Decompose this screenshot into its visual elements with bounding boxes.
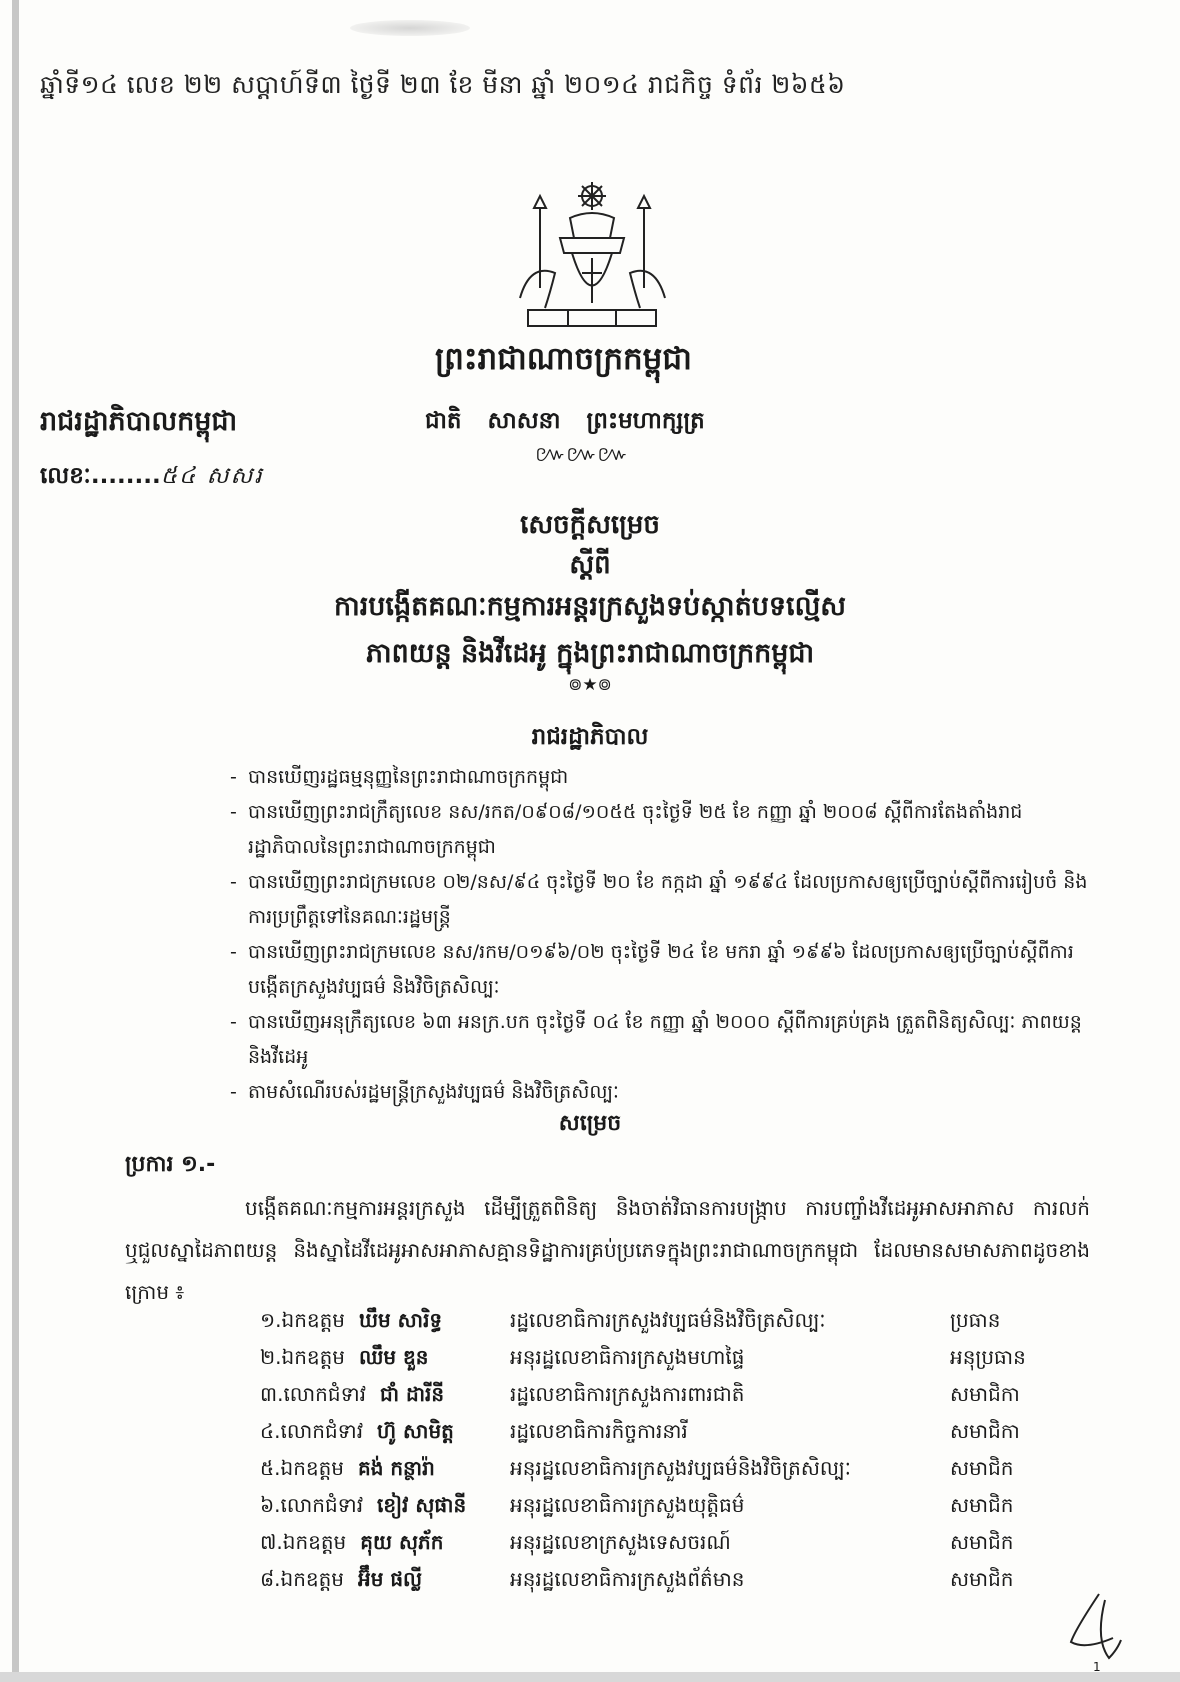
table-row	[260, 1303, 1100, 1340]
legal-basis-item: - បានឃើញព្រះរាជក្រឹត្យលេខ នស/រកត/០៩០៨/១០៥៥ ចុះថ្ងៃទី ២៥ ខែ កញ្ញា ឆ្នាំ ២០០៨ ស្តីពីការតែងតាំងរាជរដ្ឋាភិបាលនៃព្រះរាជាណាចក្រកម្ពុជា	[230, 795, 1090, 865]
decision-title: សេចក្តីសម្រេច	[520, 510, 660, 540]
table-row	[260, 1451, 1100, 1488]
member-role: សមាជិក	[950, 1455, 1014, 1480]
legal-basis-item: - បានឃើញព្រះរាជក្រមលេខ នស/រកម/០១៩៦/០២ ចុះថ្ងៃទី ២៤ ខែ មករា ឆ្នាំ ១៩៩៦ ដែលប្រកាសឲ្យប្រើច្បាប់ស្តីពីការបង្កើតក្រសួងវប្បធម៌ និងវិចិត្រសិល្បៈ	[230, 935, 1090, 1005]
table-row	[260, 1488, 1100, 1525]
member-name: ៤.លោកជំទាវ ហ៊ូ សាមិត្ត	[260, 1418, 454, 1443]
member-name: ២.ឯកឧត្តម ឈឹម ឌួន	[260, 1344, 429, 1369]
member-name: ៧.ឯកឧត្តម គុយ សុភ័ក	[260, 1529, 444, 1554]
member-name: ៣.លោកជំទាវ ជាំ ដារីនី	[260, 1381, 445, 1406]
member-role: សមាជិកា	[950, 1418, 1020, 1443]
article-1-label: ប្រការ ១.-	[125, 1152, 216, 1177]
motto-ornament: ៚៚៚	[535, 442, 629, 467]
decide-heading: សម្រេច	[558, 1111, 622, 1136]
royal-coat-of-arms-icon	[510, 178, 675, 338]
member-position: រដ្ឋលេខាធិការក្រសួងការពារជាតិ	[510, 1381, 745, 1406]
member-position: អនុរដ្ឋលេខាធិការក្រសួងយុត្តិធម៌	[510, 1492, 745, 1517]
member-position: អនុរដ្ឋលេខាធិការក្រសួងវប្បធម៌និងវិចិត្រសិល្បៈ	[510, 1455, 851, 1480]
table-row	[260, 1377, 1100, 1414]
legal-basis-item: - តាមសំណើរបស់រដ្ឋមន្ត្រីក្រសួងវប្បធម៌ និងវិចិត្រសិល្បៈ	[230, 1075, 1090, 1110]
legal-basis-item: - បានឃើញព្រះរាជក្រមលេខ ០២/នស/៩៤ ចុះថ្ងៃទី ២០ ខែ កក្កដា ឆ្នាំ ១៩៩៤ ដែលប្រកាសឲ្យប្រើច្បាប់ស្តីពីការរៀបចំ និងការប្រព្រឹត្តទៅនៃគណៈរដ្ឋមន្ត្រី	[230, 865, 1090, 935]
member-role: សមាជិក	[950, 1492, 1014, 1517]
table-row	[260, 1562, 1100, 1599]
member-role: សមាជិក	[950, 1529, 1014, 1554]
page-number: 1	[1093, 1660, 1101, 1674]
decision-about: ស្តីពី	[569, 550, 611, 580]
decision-subject-line1: ការបង្កើតគណៈកម្មការអន្តរក្រសួងទប់ស្កាត់បទល្មើស	[334, 591, 846, 622]
member-name: ១.ឯកឧត្តម ឃឹម សារិទ្ធ	[260, 1307, 443, 1332]
member-role: អនុប្រធាន	[950, 1344, 1026, 1369]
member-role: ប្រធាន	[950, 1307, 1001, 1332]
committee-members-table	[260, 1303, 1100, 1599]
member-role: សមាជិក	[950, 1566, 1014, 1591]
decision-subject-line2: ភាពយន្ត និងវីដេអូ ក្នុងព្រះរាជាណាចក្រកម្ពុជា	[365, 638, 815, 669]
issuing-government: រាជរដ្ឋាភិបាលកម្ពុជា	[40, 406, 238, 437]
article-1-text: បង្កើតគណៈកម្មការអន្តរក្រសួង ដើម្បីត្រួតពិនិត្យ និងចាត់វិធានការបង្ក្រាប ការបញ្ចាំងវីដេអូអាសអាភាស ការលក់ ឬជួលស្នាដៃភាពយន្ត និងស្នាដៃវីដេអូអាសអាភាសគ្មានទិដ្ឋាការគ្រប់ប្រភេទក្នុងព្រះរាជាណាចក្រកម្ពុជា ដែលមានសមាសភាពដូចខាងក្រោម ៖	[125, 1196, 1090, 1304]
table-row	[260, 1340, 1100, 1377]
legal-basis-item: - បានឃើញរដ្ឋធម្មនុញ្ញនៃព្រះរាជាណាចក្រកម្ពុជា	[230, 760, 1090, 795]
legal-basis-list	[230, 760, 1090, 1110]
scan-smudge	[350, 20, 470, 36]
member-name: ៥.ឯកឧត្តម គង់ កន្ថារ៉ា	[260, 1455, 435, 1480]
member-position: រដ្ឋលេខាធិការក្រសួងវប្បធម៌និងវិចិត្រសិល្បៈ	[510, 1307, 826, 1332]
national-motto: ជាតិ សាសនា ព្រះមហាក្សត្រ	[425, 408, 705, 434]
member-position: អនុរដ្ឋលេខាក្រសួងទេសចរណ៍	[510, 1529, 731, 1554]
initial-signature-mark	[1065, 1590, 1125, 1662]
table-row	[260, 1414, 1100, 1451]
member-name: ៦.លោកជំទាវ ខៀវ សុផានី	[260, 1492, 467, 1517]
legal-basis-item: - បានឃើញអនុក្រឹត្យលេខ ៦៣ អនក្រ.បក ចុះថ្ងៃទី ០៤ ខែ កញ្ញា ឆ្នាំ ២០០០ ស្តីពីការគ្រប់គ្រង ត្រួតពិនិត្យសិល្បៈ ភាពយន្ត និងវីដេអូ	[230, 1005, 1090, 1075]
scan-bottom-edge	[0, 1672, 1180, 1682]
member-position: អនុរដ្ឋលេខាធិការក្រសួងមហាផ្ទៃ	[510, 1344, 745, 1369]
title-ornament: ៙★៙	[568, 675, 612, 695]
member-position: អនុរដ្ឋលេខាធិការក្រសួងព័ត៌មាន	[510, 1566, 745, 1591]
table-row	[260, 1525, 1100, 1562]
member-role: សមាជិកា	[950, 1381, 1020, 1406]
document-number-label: លេខៈ	[40, 463, 91, 489]
document-number: លេខៈ........៥៤ សសរ	[40, 463, 264, 489]
government-heading: រាជរដ្ឋាភិបាល	[531, 724, 649, 750]
gazette-header: ឆ្នាំទី១៤ លេខ ២២ សប្តាហ៍ទី៣ ថ្ងៃទី ២៣ ខែ មីនា ឆ្នាំ ២០១៤ រាជកិច្ច ទំព័រ ២៦៥៦	[40, 70, 846, 99]
document-number-value: ៥៤ សសរ	[160, 463, 264, 489]
member-position: រដ្ឋលេខាធិការកិច្ចការនារី	[510, 1418, 688, 1443]
scan-edge	[12, 0, 19, 1682]
kingdom-title: ព្រះរាជាណាចក្រកម្ពុជា	[435, 341, 692, 377]
member-name: ៨.ឯកឧត្តម អ៊ឹម ផល្លី	[260, 1566, 423, 1591]
